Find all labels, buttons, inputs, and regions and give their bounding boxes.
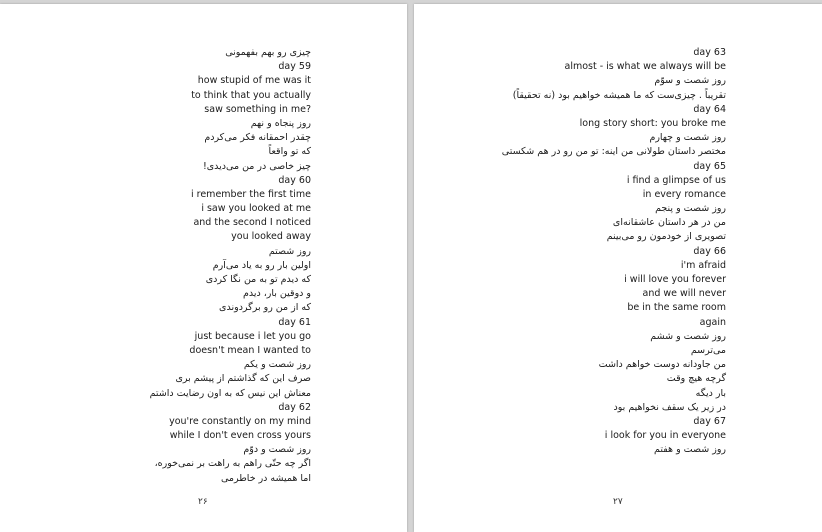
text-line: i look for you in everyone: [604, 430, 726, 442]
left-page: [0, 4, 407, 532]
text-line: روز شصت و سوّم: [654, 75, 726, 87]
text-line: i saw you looked at me: [201, 203, 311, 215]
text-line: روز شصت و یکم: [243, 359, 311, 371]
text-line: and the second I noticed: [193, 217, 311, 229]
text-line: که از من رو برگردوندی: [219, 302, 311, 314]
text-line: مختصر داستان طولانی من اینه: تو من رو در هم شکستی: [501, 146, 726, 158]
text-line: من جاودانه دوست خواهم داشت: [598, 359, 726, 371]
text-line: day 59: [278, 61, 311, 73]
text-line: من در هر داستان عاشقانه‌ای: [612, 217, 726, 229]
text-line: just because i let you go: [194, 330, 311, 342]
text-line: روز شصت و هفتم: [654, 444, 726, 456]
text-line: اگر چه حتّی راهم به راهت بر نمی‌خوره،: [154, 458, 311, 470]
text-line: تقریباً . چیزی‌ست که ما همیشه خواهیم بود (نه تحقیقاً): [512, 89, 726, 101]
text-line: چقدر احمقانه فکر می‌کردم: [204, 132, 311, 144]
text-line: تصویری از خودمون رو می‌بینم: [606, 231, 726, 243]
right-page-number: ۲۷: [613, 497, 623, 507]
text-line: اولین بار رو به یاد می‌آرم: [212, 259, 311, 271]
text-line: در زیر یک سقف نخواهیم بود: [613, 401, 726, 413]
right-page-text: [476, 46, 726, 457]
text-line: روز پنجاه و نهم: [250, 117, 311, 129]
text-line: day 62: [278, 401, 311, 413]
text-line: again: [699, 316, 726, 328]
text-line: گرچه هیچ وقت: [666, 373, 726, 385]
text-line: i find a glimpse of us: [626, 174, 726, 186]
text-line: صرف این که گذاشتم از پیشم بری: [175, 373, 311, 385]
text-line: روز شصت و ششم: [650, 330, 726, 342]
text-line: day 64: [693, 103, 726, 115]
text-line: روز شصتم: [268, 245, 311, 257]
text-line: long story short: you broke me: [579, 117, 726, 129]
text-line: saw something in me?: [204, 103, 311, 115]
text-line: you're constantly on my mind: [169, 415, 311, 427]
text-line: day 65: [693, 160, 726, 172]
text-line: while I don't even cross yours: [169, 430, 311, 442]
text-line: روز شصت و پنجم: [655, 203, 726, 215]
text-line: day 61: [278, 316, 311, 328]
text-line: i will love you forever: [624, 274, 726, 286]
text-line: می‌ترسم: [690, 344, 726, 356]
text-line: i'm afraid: [680, 259, 726, 271]
text-line: معناش این نیس که به اون رضایت داشتم: [149, 387, 311, 399]
text-line: اما همیشه در خاطرمی: [220, 472, 311, 484]
text-line: چیزی رو بهم بفهمونی: [225, 47, 311, 58]
text-line: که دیدم تو به من نگا کردی: [205, 274, 311, 285]
text-line: که تو واقعاً: [268, 146, 311, 158]
text-line: to think that you actually: [191, 89, 311, 101]
text-line: almost - is what we always will be: [564, 61, 726, 73]
text-line: روز شصت و دوّم: [243, 444, 311, 456]
right-page: [414, 4, 822, 532]
text-line: و دوقین بار، دیدم: [242, 288, 311, 300]
text-line: بار دیگه: [695, 387, 726, 399]
text-line: day 67: [693, 415, 726, 427]
text-line: day 63: [693, 47, 726, 58]
left-page-text: [81, 46, 311, 486]
text-line: day 60: [278, 174, 311, 186]
text-line: be in the same room: [627, 302, 726, 314]
text-line: you looked away: [231, 231, 311, 243]
text-line: how stupid of me was it: [197, 75, 311, 87]
text-line: چیز خاصی در من می‌دیدی!: [202, 160, 311, 172]
text-line: day 66: [693, 245, 726, 257]
text-line: doesn't mean I wanted to: [189, 344, 311, 356]
left-page-number: ۲۶: [198, 497, 208, 507]
text-line: in every romance: [642, 188, 726, 200]
text-line: i remember the first time: [190, 188, 311, 200]
text-line: روز شصت و چهارم: [649, 132, 726, 144]
text-line: and we will never: [642, 288, 726, 300]
